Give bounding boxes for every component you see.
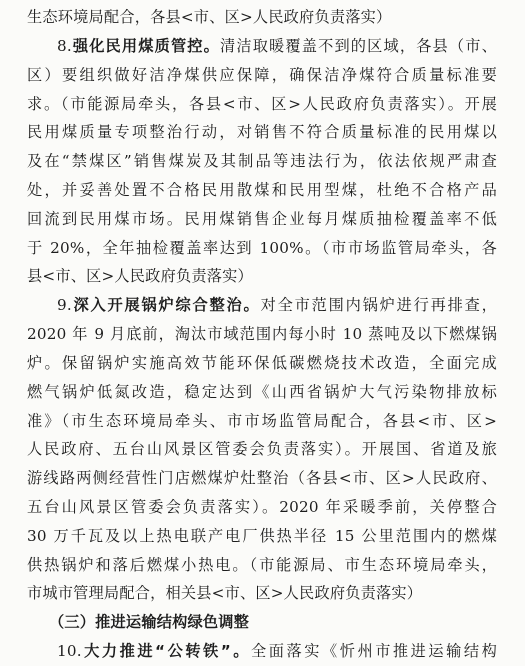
text-line: 回流到民用煤市场。民用煤销售企业每月煤质抽检覆盖率不低	[27, 209, 497, 228]
item-10-heading: 大力推进“公转铁”。	[81, 642, 252, 660]
text-line: 县<市、区>人民政府负责落实）	[27, 267, 253, 286]
section-heading-3: （三）推进运输结构绿色调整	[49, 613, 250, 632]
text-line: 供热锅炉和落后燃煤小热电。（市能源局、市生态环境局牵头，	[27, 555, 497, 574]
item-9-heading: 深入开展锅炉综合整治。	[71, 296, 261, 315]
text-line: 燃气锅炉低氮改造，稳定达到《山西省锅炉大气污染物排放标	[27, 382, 497, 401]
text-line: 及在“禁煤区”销售煤炭及其制品等违法行为，依法依规严肃查	[27, 152, 497, 171]
text-line: 求。（市能源局牵头，各县<市、区>人民政府负责落实）。开展	[27, 94, 497, 113]
text-line: 人民政府、五台山风景区管委会负责落实）。开展国、省道及旅	[27, 440, 497, 459]
text-line: 游线路两侧经营性门店燃煤炉灶整治（各县<市、区>人民政府、	[27, 469, 497, 488]
text-line: 炉。保留锅炉实施高效节能环保低碳燃烧技术改造，全面完成	[27, 353, 497, 372]
text-line: 五台山风景区管委会负责落实）。2020 年采暖季前，关停整合	[27, 497, 497, 516]
text-line: 准》（市生态环境局牵头、市市场监管局配合，各县<市、区>	[27, 411, 497, 430]
item-8-heading: 强化民用煤质管控。	[71, 36, 220, 55]
text-line: 处，并妥善处置不合格民用散煤和民用型煤，杜绝不合格产品	[27, 180, 497, 199]
text-line: 于 20%，全年抽检覆盖率达到 100%。（市市场监管局牵头，各	[27, 238, 497, 257]
text-line: 民用煤质量专项整治行动，对销售不符合质量标准的民用煤以	[27, 123, 497, 142]
text-line: 2020 年 9 月底前，淘汰市域范围内每小时 10 蒸吨及以下燃煤锅	[27, 325, 497, 343]
text-line: 市城市管理局配合，相关县<市、区>人民政府负责落实）	[27, 584, 423, 603]
item-8-heading-line: 8.强化民用煤质管控。清洁取暖覆盖不到的区域，各县（市、	[57, 36, 497, 55]
text-line: 区）要组织做好洁净煤供应保障，确保洁净煤符合质量标准要	[27, 65, 497, 84]
item-10-heading-line: 10.大力推进“公转铁”。全面落实《忻州市推进运输结构	[57, 642, 497, 660]
text-line: 生态环境局配合，各县<市、区>人民政府负责落实）	[27, 8, 392, 26]
text-line: 30 万千瓦及以上热电联产电厂供热半径 15 公里范围内的燃煤	[27, 526, 497, 545]
item-9-heading-line: 9.深入开展锅炉综合整治。对全市范围内锅炉进行再排查，	[57, 296, 497, 315]
